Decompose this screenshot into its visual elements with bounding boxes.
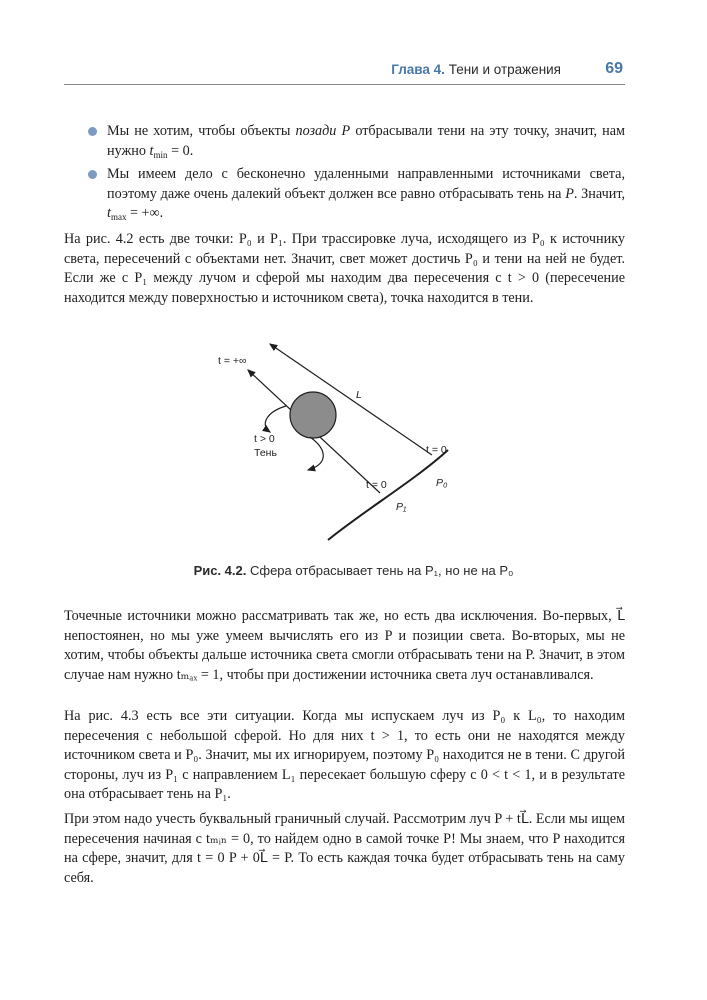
label-t-greater-0: t > 0: [254, 433, 275, 445]
bullet-list: [64, 122, 625, 228]
label-shadow: Тень: [254, 447, 277, 459]
running-title: [391, 62, 561, 77]
bullet-emph: позади P: [295, 123, 351, 139]
paragraph-text: При этом надо учесть буквальный граничный случай. Рассмотрим луч P + tL⃗. Если мы ищем пересечения начиная с tₘᵢₙ = 0, то найдем одно в самой точке P! Мы знаем, что P находится на сфере, значит, для t = 0 P + 0L⃗ = P. То есть каждая точка будет отбрасывать тень на саму себя.: [64, 811, 625, 886]
label-P1: P₁: [396, 501, 407, 513]
bullet-text: Мы имеем дело с бесконечно удаленными направленными источниками света, поэтому даже очень далекий объект должен все равно отбрасывать тень на: [107, 166, 625, 202]
sphere: [290, 392, 336, 438]
chapter-label: Глава 4.: [391, 62, 445, 77]
caption-label: Рис. 4.2.: [193, 563, 247, 578]
page-header: [64, 58, 625, 85]
label-L: L: [356, 389, 362, 401]
bullet-var: t: [149, 142, 154, 159]
bullet-text: . Значит,: [573, 185, 625, 202]
paragraph-text: На рис. 4.3 есть все эти ситуации. Когда мы испускаем луч из P₀ к L₀, то находим пересечения с небольшой сферой. Но для них t > 1, то есть они не находятся между источником света и P₀. Значит, мы их игнорируем, поэтому P₀ находится не в тени. С другой стороны, луч из P₁ с направлением L₁ пересекает большую сферу с 0 < t < 1, и в результате она отбрасывает тень на P₁.: [64, 708, 625, 803]
bullet-text: Мы не хотим, чтобы объекты: [107, 123, 296, 139]
caption-text: Сфера отбрасывает тень на P₁, но не на P₀: [246, 563, 514, 578]
bullet-text: отбрасывали тени на эту точку, значит, нам нужно: [107, 123, 625, 159]
figure-caption: [0, 563, 707, 578]
chapter-title: Тени и отражения: [448, 62, 561, 77]
bullet-emph: P: [565, 185, 574, 202]
list-item: [64, 122, 625, 161]
bullet-dot-icon: [88, 170, 97, 179]
label-t0-upper: t = 0: [426, 444, 447, 456]
bullet-dot-icon: [88, 127, 97, 136]
paragraph-1: [64, 230, 625, 308]
label-P0: P₀: [436, 477, 448, 489]
bullet-sub: min: [153, 149, 168, 160]
label-t0-lower: t = 0: [366, 479, 387, 491]
paragraph-text: Точечные источники можно рассматривать так же, но есть два исключения. Во-первых, L⃗ непостоянен, но мы уже умеем вычислять его из P и позиции света. Во-вторых, мы не хотим, чтобы объекты дальше источника света смогли отбрасывать тени на P. Значит, в этом случае нам нужно tₘₐₓ = 1, чтобы при достижении источника света луч останавливался.: [64, 608, 625, 683]
shadow-arrow-top: [265, 406, 286, 432]
bullet-sub: max: [110, 212, 127, 223]
bullet-text: = 0.: [167, 142, 194, 159]
shadow-arrow-bottom: [308, 437, 323, 470]
label-t-infinity: t = +∞: [218, 355, 247, 367]
page-number: 69: [605, 60, 623, 77]
list-item: [64, 165, 625, 224]
sphere-shadow-diagram: [200, 340, 500, 550]
paragraph-4: [64, 810, 625, 888]
paragraph-2: [64, 607, 625, 685]
paragraph-text: На рис. 4.2 есть две точки: P₀ и P₁. При трассировке луча, исходящего из P₀ к источнику света, пересечений с объектами нет. Значит, свет может достичь P₀ и тени на ней не будет. Если же с P₁ между лучом и сферой мы находим два пересечения с t > 0 (пересечение находится между поверхностью и источником света), точка находится в тени.: [64, 231, 625, 306]
bullet-var: t: [107, 205, 111, 222]
paragraph-3: [64, 707, 625, 805]
bullet-text: = +∞.: [126, 205, 164, 222]
surface-curve: [328, 450, 448, 540]
figure-4-2: [200, 340, 500, 550]
ray-from-p0: [270, 344, 432, 455]
